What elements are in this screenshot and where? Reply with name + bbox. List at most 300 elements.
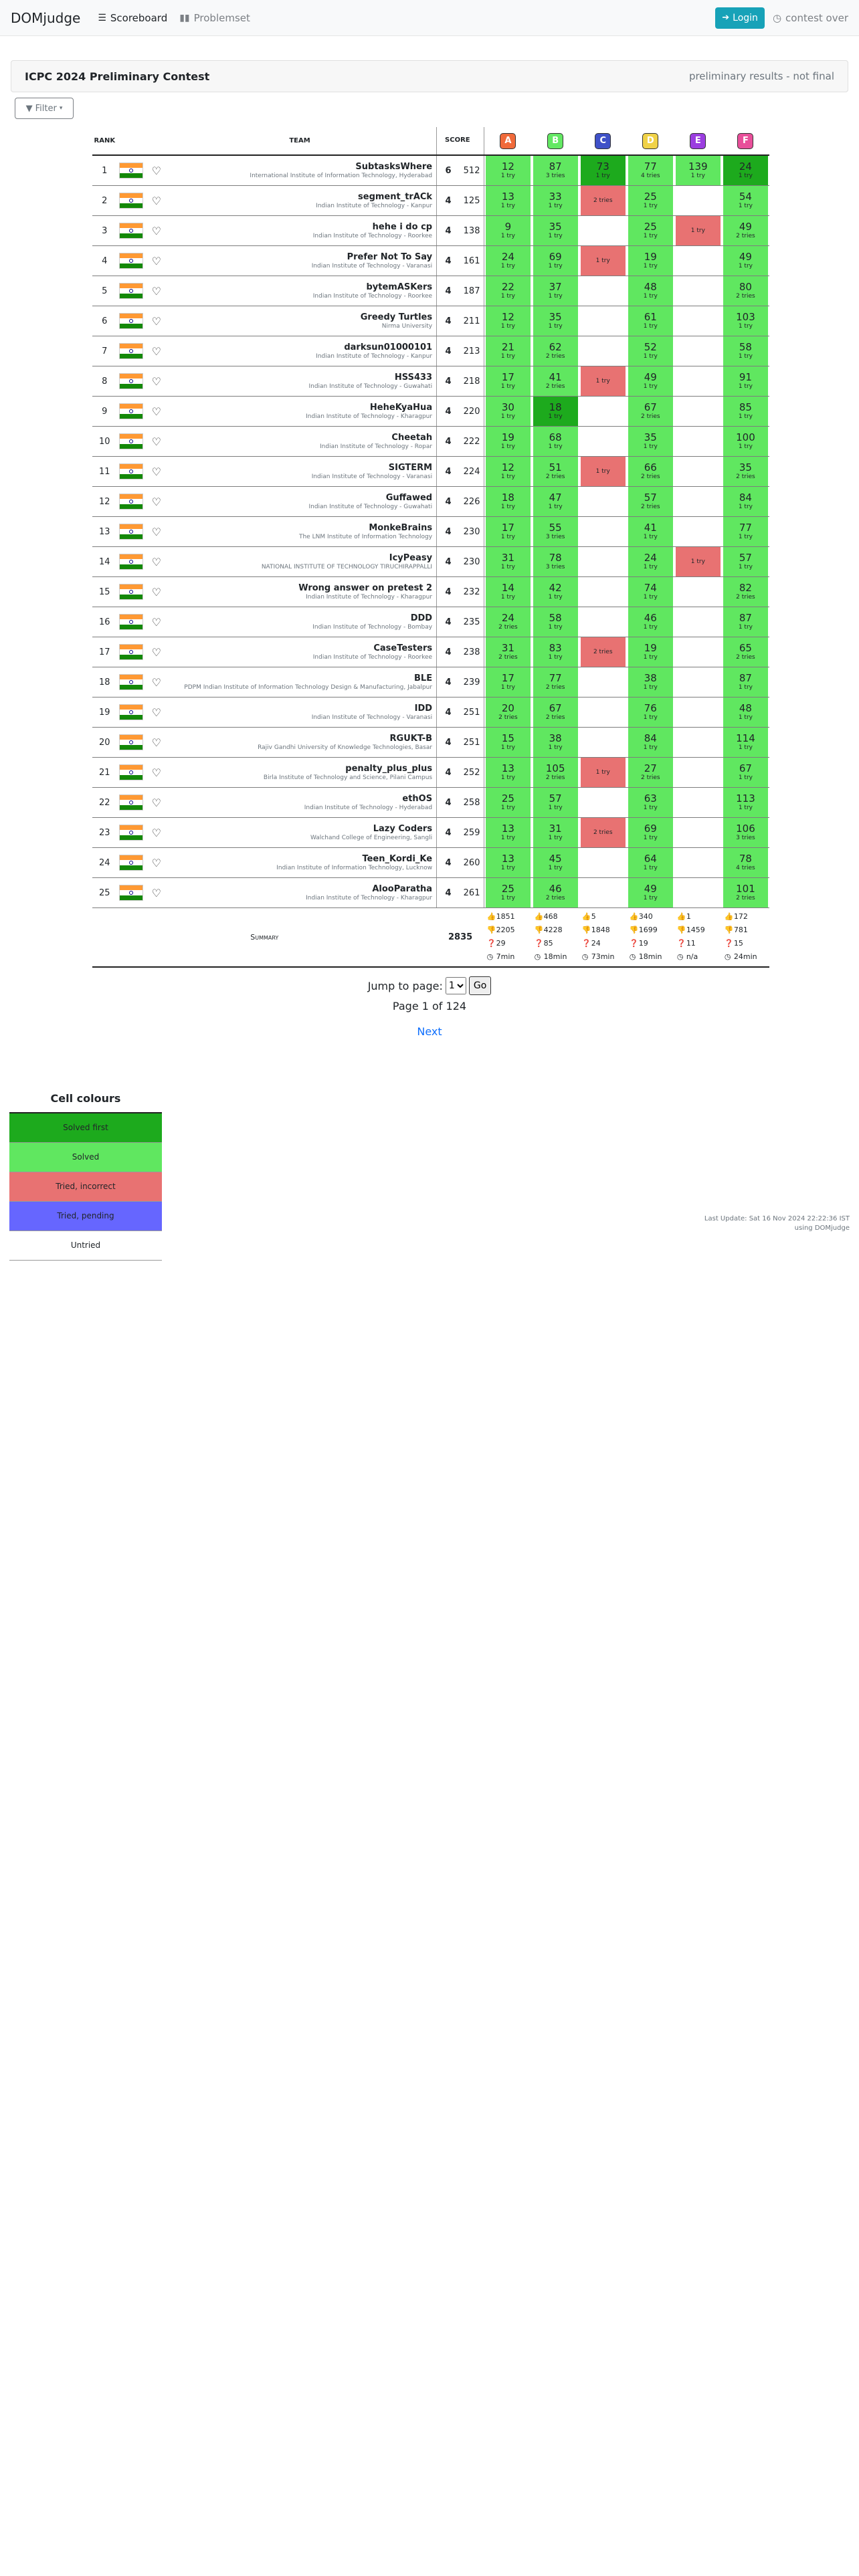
- team-favourite[interactable]: [146, 637, 167, 667]
- team-favourite[interactable]: [146, 667, 167, 697]
- score-cell[interactable]: [533, 818, 578, 847]
- score-cell[interactable]: [628, 246, 673, 276]
- heart-icon[interactable]: ♡: [151, 435, 161, 448]
- score-cell[interactable]: [676, 487, 721, 516]
- problem-cell-c[interactable]: [579, 607, 627, 637]
- team-favourite[interactable]: [146, 306, 167, 336]
- go-button[interactable]: Go: [469, 976, 491, 995]
- team-name[interactable]: segment_trACk: [358, 191, 433, 202]
- score-cell[interactable]: [581, 156, 626, 185]
- problem-cell-b[interactable]: [532, 788, 579, 818]
- score-cell[interactable]: [676, 758, 721, 787]
- team-row[interactable]: [92, 336, 769, 366]
- problem-cell-d[interactable]: [627, 276, 674, 306]
- score-cell[interactable]: [486, 427, 531, 456]
- score-cell[interactable]: [723, 818, 768, 847]
- problem-cell-f[interactable]: [722, 306, 769, 336]
- score-cell[interactable]: [676, 517, 721, 546]
- team-name[interactable]: hehe i do cp: [372, 221, 433, 232]
- problem-cell-e[interactable]: [674, 306, 722, 336]
- problem-cell-d[interactable]: [627, 216, 674, 246]
- score-cell[interactable]: [628, 607, 673, 637]
- page-select[interactable]: [446, 977, 466, 994]
- heart-icon[interactable]: ♡: [151, 766, 161, 779]
- score-cell[interactable]: [533, 186, 578, 215]
- problem-cell-f[interactable]: [722, 607, 769, 637]
- score-cell[interactable]: [581, 306, 626, 336]
- problem-cell-f[interactable]: [722, 336, 769, 366]
- problem-cell-f[interactable]: [722, 216, 769, 246]
- problem-cell-a[interactable]: [484, 246, 532, 276]
- problem-cell-c[interactable]: [579, 216, 627, 246]
- problem-cell-e[interactable]: [674, 457, 722, 487]
- score-cell[interactable]: [581, 457, 626, 486]
- team-name[interactable]: SIGTERM: [388, 462, 433, 473]
- problem-cell-f[interactable]: [722, 818, 769, 848]
- score-cell[interactable]: [486, 457, 531, 486]
- score-cell[interactable]: [676, 667, 721, 697]
- score-cell[interactable]: [533, 457, 578, 486]
- team-row[interactable]: [92, 517, 769, 547]
- problem-cell-b[interactable]: [532, 336, 579, 366]
- score-cell[interactable]: [723, 276, 768, 306]
- problem-cell-e[interactable]: [674, 186, 722, 216]
- problem-cell-e[interactable]: [674, 246, 722, 276]
- problem-cell-b[interactable]: [532, 246, 579, 276]
- score-cell[interactable]: [723, 848, 768, 877]
- score-cell[interactable]: [533, 246, 578, 276]
- team-favourite[interactable]: [146, 517, 167, 547]
- problem-cell-f[interactable]: [722, 577, 769, 607]
- problem-cell-c[interactable]: [579, 577, 627, 607]
- score-cell[interactable]: [486, 758, 531, 787]
- score-cell[interactable]: [581, 547, 626, 576]
- score-cell[interactable]: [486, 336, 531, 366]
- score-cell[interactable]: [628, 457, 673, 486]
- problem-cell-d[interactable]: [627, 155, 674, 186]
- team-cell[interactable]: [167, 186, 437, 216]
- score-cell[interactable]: [723, 397, 768, 426]
- problem-cell-c[interactable]: [579, 697, 627, 728]
- score-cell[interactable]: [581, 577, 626, 607]
- problem-cell-d[interactable]: [627, 366, 674, 397]
- problem-badge[interactable]: F: [737, 133, 753, 149]
- problem-cell-f[interactable]: [722, 487, 769, 517]
- score-cell[interactable]: [628, 276, 673, 306]
- problem-cell-e[interactable]: [674, 607, 722, 637]
- score-cell[interactable]: [628, 186, 673, 215]
- filter-button[interactable]: [15, 98, 74, 119]
- score-cell[interactable]: [581, 788, 626, 817]
- problem-cell-f[interactable]: [722, 366, 769, 397]
- problem-cell-b[interactable]: [532, 155, 579, 186]
- score-cell[interactable]: [533, 336, 578, 366]
- team-favourite[interactable]: [146, 155, 167, 186]
- score-cell[interactable]: [676, 457, 721, 486]
- problem-cell-b[interactable]: [532, 427, 579, 457]
- team-cell[interactable]: [167, 667, 437, 697]
- problem-cell-a[interactable]: [484, 667, 532, 697]
- problem-cell-a[interactable]: [484, 216, 532, 246]
- score-cell[interactable]: [628, 758, 673, 787]
- problem-cell-a[interactable]: [484, 276, 532, 306]
- team-favourite[interactable]: [146, 788, 167, 818]
- problem-cell-d[interactable]: [627, 577, 674, 607]
- problem-cell-e[interactable]: [674, 577, 722, 607]
- team-row[interactable]: [92, 637, 769, 667]
- problem-cell-e[interactable]: [674, 637, 722, 667]
- team-row[interactable]: [92, 366, 769, 397]
- heart-icon[interactable]: ♡: [151, 615, 161, 629]
- team-name[interactable]: IcyPeasy: [389, 552, 433, 563]
- team-favourite[interactable]: [146, 246, 167, 276]
- heart-icon[interactable]: ♡: [151, 826, 161, 839]
- team-cell[interactable]: [167, 697, 437, 728]
- team-favourite[interactable]: [146, 186, 167, 216]
- score-cell[interactable]: [486, 246, 531, 276]
- problem-cell-b[interactable]: [532, 517, 579, 547]
- score-cell[interactable]: [723, 607, 768, 637]
- team-cell[interactable]: [167, 848, 437, 878]
- team-row[interactable]: [92, 547, 769, 577]
- team-cell[interactable]: [167, 637, 437, 667]
- team-cell[interactable]: [167, 246, 437, 276]
- problem-cell-b[interactable]: [532, 878, 579, 908]
- problem-header-e[interactable]: [674, 127, 722, 155]
- score-cell[interactable]: [628, 728, 673, 757]
- score-cell[interactable]: [628, 366, 673, 396]
- problem-cell-f[interactable]: [722, 397, 769, 427]
- score-cell[interactable]: [676, 788, 721, 817]
- score-cell[interactable]: [723, 457, 768, 486]
- score-cell[interactable]: [628, 397, 673, 426]
- problem-cell-a[interactable]: [484, 457, 532, 487]
- problem-cell-d[interactable]: [627, 336, 674, 366]
- problem-cell-d[interactable]: [627, 637, 674, 667]
- problem-cell-f[interactable]: [722, 186, 769, 216]
- score-cell[interactable]: [723, 186, 768, 215]
- nav-problemset[interactable]: [179, 12, 250, 24]
- score-cell[interactable]: [533, 697, 578, 727]
- team-row[interactable]: [92, 487, 769, 517]
- team-favourite[interactable]: [146, 336, 167, 366]
- problem-cell-e[interactable]: [674, 818, 722, 848]
- problem-cell-e[interactable]: [674, 276, 722, 306]
- problem-cell-a[interactable]: [484, 728, 532, 758]
- team-row[interactable]: [92, 848, 769, 878]
- score-cell[interactable]: [533, 276, 578, 306]
- team-row[interactable]: [92, 457, 769, 487]
- team-favourite[interactable]: [146, 366, 167, 397]
- problem-cell-d[interactable]: [627, 186, 674, 216]
- team-favourite[interactable]: [146, 848, 167, 878]
- problem-cell-e[interactable]: [674, 336, 722, 366]
- problem-cell-e[interactable]: [674, 667, 722, 697]
- score-cell[interactable]: [723, 366, 768, 396]
- team-favourite[interactable]: [146, 697, 167, 728]
- score-cell[interactable]: [581, 276, 626, 306]
- problem-cell-d[interactable]: [627, 818, 674, 848]
- score-cell[interactable]: [676, 728, 721, 757]
- next-page-link[interactable]: Next: [417, 1025, 442, 1038]
- heart-icon[interactable]: ♡: [151, 886, 161, 899]
- team-name[interactable]: HSS433: [394, 372, 433, 383]
- team-favourite[interactable]: [146, 457, 167, 487]
- problem-badge[interactable]: A: [500, 133, 516, 149]
- score-cell[interactable]: [676, 336, 721, 366]
- problem-cell-d[interactable]: [627, 878, 674, 908]
- problem-cell-f[interactable]: [722, 758, 769, 788]
- score-cell[interactable]: [486, 878, 531, 907]
- problem-cell-b[interactable]: [532, 216, 579, 246]
- problem-cell-a[interactable]: [484, 788, 532, 818]
- score-cell[interactable]: [723, 246, 768, 276]
- team-name[interactable]: bytemASKers: [366, 282, 433, 292]
- problem-header-c[interactable]: [579, 127, 627, 155]
- score-cell[interactable]: [486, 156, 531, 185]
- team-row[interactable]: [92, 878, 769, 908]
- score-cell[interactable]: [723, 336, 768, 366]
- heart-icon[interactable]: ♡: [151, 224, 161, 237]
- team-cell[interactable]: [167, 155, 437, 186]
- team-cell[interactable]: [167, 397, 437, 427]
- problem-cell-b[interactable]: [532, 758, 579, 788]
- problem-cell-d[interactable]: [627, 547, 674, 577]
- problem-cell-a[interactable]: [484, 186, 532, 216]
- problem-cell-f[interactable]: [722, 547, 769, 577]
- problem-cell-d[interactable]: [627, 457, 674, 487]
- heart-icon[interactable]: ♡: [151, 856, 161, 869]
- score-cell[interactable]: [628, 487, 673, 516]
- problem-cell-c[interactable]: [579, 878, 627, 908]
- heart-icon[interactable]: ♡: [151, 284, 161, 298]
- problem-cell-e[interactable]: [674, 547, 722, 577]
- problem-cell-a[interactable]: [484, 427, 532, 457]
- team-name[interactable]: RGUKT-B: [389, 733, 433, 744]
- team-row[interactable]: [92, 728, 769, 758]
- problem-cell-c[interactable]: [579, 818, 627, 848]
- problem-cell-d[interactable]: [627, 397, 674, 427]
- problem-cell-f[interactable]: [722, 848, 769, 878]
- problem-cell-e[interactable]: [674, 397, 722, 427]
- score-cell[interactable]: [533, 487, 578, 516]
- score-cell[interactable]: [676, 156, 721, 185]
- score-cell[interactable]: [533, 758, 578, 787]
- problem-cell-f[interactable]: [722, 788, 769, 818]
- problem-header-f[interactable]: [722, 127, 769, 155]
- team-name[interactable]: CaseTesters: [373, 643, 433, 653]
- team-row[interactable]: [92, 667, 769, 697]
- problem-cell-b[interactable]: [532, 306, 579, 336]
- problem-cell-b[interactable]: [532, 728, 579, 758]
- score-cell[interactable]: [628, 517, 673, 546]
- score-cell[interactable]: [723, 216, 768, 245]
- team-row[interactable]: [92, 216, 769, 246]
- problem-cell-c[interactable]: [579, 547, 627, 577]
- score-cell[interactable]: [533, 547, 578, 576]
- score-cell[interactable]: [723, 788, 768, 817]
- team-cell[interactable]: [167, 758, 437, 788]
- team-name[interactable]: Cheetah: [391, 432, 433, 443]
- score-cell[interactable]: [723, 667, 768, 697]
- problem-cell-c[interactable]: [579, 186, 627, 216]
- score-cell[interactable]: [676, 607, 721, 637]
- problem-cell-a[interactable]: [484, 637, 532, 667]
- nav-scoreboard[interactable]: [98, 12, 167, 24]
- problem-cell-b[interactable]: [532, 697, 579, 728]
- team-row[interactable]: [92, 246, 769, 276]
- score-cell[interactable]: [581, 336, 626, 366]
- score-cell[interactable]: [581, 366, 626, 396]
- problem-cell-a[interactable]: [484, 517, 532, 547]
- score-cell[interactable]: [581, 186, 626, 215]
- score-cell[interactable]: [676, 818, 721, 847]
- team-favourite[interactable]: [146, 818, 167, 848]
- heart-icon[interactable]: ♡: [151, 344, 161, 358]
- score-cell[interactable]: [723, 547, 768, 576]
- problem-cell-d[interactable]: [627, 788, 674, 818]
- score-cell[interactable]: [628, 788, 673, 817]
- problem-cell-c[interactable]: [579, 336, 627, 366]
- score-cell[interactable]: [676, 246, 721, 276]
- problem-cell-f[interactable]: [722, 667, 769, 697]
- team-favourite[interactable]: [146, 276, 167, 306]
- team-row[interactable]: [92, 818, 769, 848]
- score-cell[interactable]: [676, 637, 721, 667]
- score-cell[interactable]: [533, 728, 578, 757]
- score-cell[interactable]: [486, 607, 531, 637]
- problem-cell-a[interactable]: [484, 818, 532, 848]
- problem-cell-c[interactable]: [579, 155, 627, 186]
- problem-cell-d[interactable]: [627, 246, 674, 276]
- team-row[interactable]: [92, 427, 769, 457]
- score-cell[interactable]: [581, 758, 626, 787]
- problem-cell-f[interactable]: [722, 697, 769, 728]
- problem-cell-a[interactable]: [484, 697, 532, 728]
- team-name[interactable]: Greedy Turtles: [360, 312, 433, 322]
- score-cell[interactable]: [581, 637, 626, 667]
- score-cell[interactable]: [486, 487, 531, 516]
- team-cell[interactable]: [167, 607, 437, 637]
- team-cell[interactable]: [167, 487, 437, 517]
- problem-cell-f[interactable]: [722, 246, 769, 276]
- problem-cell-a[interactable]: [484, 758, 532, 788]
- problem-cell-d[interactable]: [627, 517, 674, 547]
- team-name[interactable]: ethOS: [402, 793, 433, 804]
- problem-cell-c[interactable]: [579, 637, 627, 667]
- score-cell[interactable]: [486, 397, 531, 426]
- problem-cell-e[interactable]: [674, 366, 722, 397]
- team-favourite[interactable]: [146, 607, 167, 637]
- problem-cell-c[interactable]: [579, 276, 627, 306]
- problem-cell-d[interactable]: [627, 758, 674, 788]
- problem-badge[interactable]: B: [547, 133, 563, 149]
- score-cell[interactable]: [486, 366, 531, 396]
- score-cell[interactable]: [486, 818, 531, 847]
- score-cell[interactable]: [533, 427, 578, 456]
- problem-cell-c[interactable]: [579, 246, 627, 276]
- heart-icon[interactable]: ♡: [151, 645, 161, 659]
- score-cell[interactable]: [486, 216, 531, 245]
- brand-logo[interactable]: DOMjudge: [11, 9, 81, 26]
- problem-cell-d[interactable]: [627, 697, 674, 728]
- score-cell[interactable]: [676, 427, 721, 456]
- score-cell[interactable]: [581, 517, 626, 546]
- heart-icon[interactable]: ♡: [151, 675, 161, 689]
- problem-cell-a[interactable]: [484, 397, 532, 427]
- score-cell[interactable]: [723, 728, 768, 757]
- score-cell[interactable]: [676, 186, 721, 215]
- problem-cell-a[interactable]: [484, 336, 532, 366]
- heart-icon[interactable]: ♡: [151, 194, 161, 207]
- team-cell[interactable]: [167, 788, 437, 818]
- score-cell[interactable]: [533, 637, 578, 667]
- score-cell[interactable]: [486, 517, 531, 546]
- problem-cell-b[interactable]: [532, 547, 579, 577]
- score-cell[interactable]: [676, 216, 721, 245]
- heart-icon[interactable]: ♡: [151, 555, 161, 568]
- score-cell[interactable]: [628, 818, 673, 847]
- problem-cell-d[interactable]: [627, 848, 674, 878]
- problem-cell-a[interactable]: [484, 155, 532, 186]
- problem-cell-c[interactable]: [579, 667, 627, 697]
- score-cell[interactable]: [533, 366, 578, 396]
- team-cell[interactable]: [167, 276, 437, 306]
- problem-cell-f[interactable]: [722, 878, 769, 908]
- score-cell[interactable]: [628, 427, 673, 456]
- problem-cell-e[interactable]: [674, 728, 722, 758]
- problem-cell-e[interactable]: [674, 427, 722, 457]
- score-cell[interactable]: [533, 878, 578, 907]
- heart-icon[interactable]: ♡: [151, 796, 161, 809]
- team-cell[interactable]: [167, 818, 437, 848]
- problem-cell-f[interactable]: [722, 637, 769, 667]
- score-cell[interactable]: [581, 667, 626, 697]
- problem-header-b[interactable]: [532, 127, 579, 155]
- problem-cell-c[interactable]: [579, 487, 627, 517]
- score-cell[interactable]: [533, 397, 578, 426]
- team-cell[interactable]: [167, 577, 437, 607]
- score-cell[interactable]: [581, 818, 626, 847]
- team-favourite[interactable]: [146, 577, 167, 607]
- team-name[interactable]: Prefer Not To Say: [347, 251, 433, 262]
- problem-cell-a[interactable]: [484, 607, 532, 637]
- score-cell[interactable]: [486, 637, 531, 667]
- score-cell[interactable]: [533, 788, 578, 817]
- score-cell[interactable]: [581, 728, 626, 757]
- problem-cell-f[interactable]: [722, 457, 769, 487]
- team-row[interactable]: [92, 758, 769, 788]
- score-cell[interactable]: [723, 156, 768, 185]
- score-cell[interactable]: [486, 697, 531, 727]
- score-cell[interactable]: [676, 878, 721, 907]
- team-favourite[interactable]: [146, 427, 167, 457]
- score-cell[interactable]: [581, 216, 626, 245]
- problem-cell-b[interactable]: [532, 487, 579, 517]
- score-cell[interactable]: [676, 547, 721, 576]
- heart-icon[interactable]: ♡: [151, 374, 161, 388]
- problem-cell-c[interactable]: [579, 758, 627, 788]
- problem-cell-d[interactable]: [627, 607, 674, 637]
- heart-icon[interactable]: ♡: [151, 314, 161, 328]
- team-favourite[interactable]: [146, 758, 167, 788]
- score-cell[interactable]: [486, 547, 531, 576]
- problem-cell-f[interactable]: [722, 276, 769, 306]
- score-cell[interactable]: [628, 848, 673, 877]
- problem-cell-a[interactable]: [484, 577, 532, 607]
- score-cell[interactable]: [628, 667, 673, 697]
- team-favourite[interactable]: [146, 216, 167, 246]
